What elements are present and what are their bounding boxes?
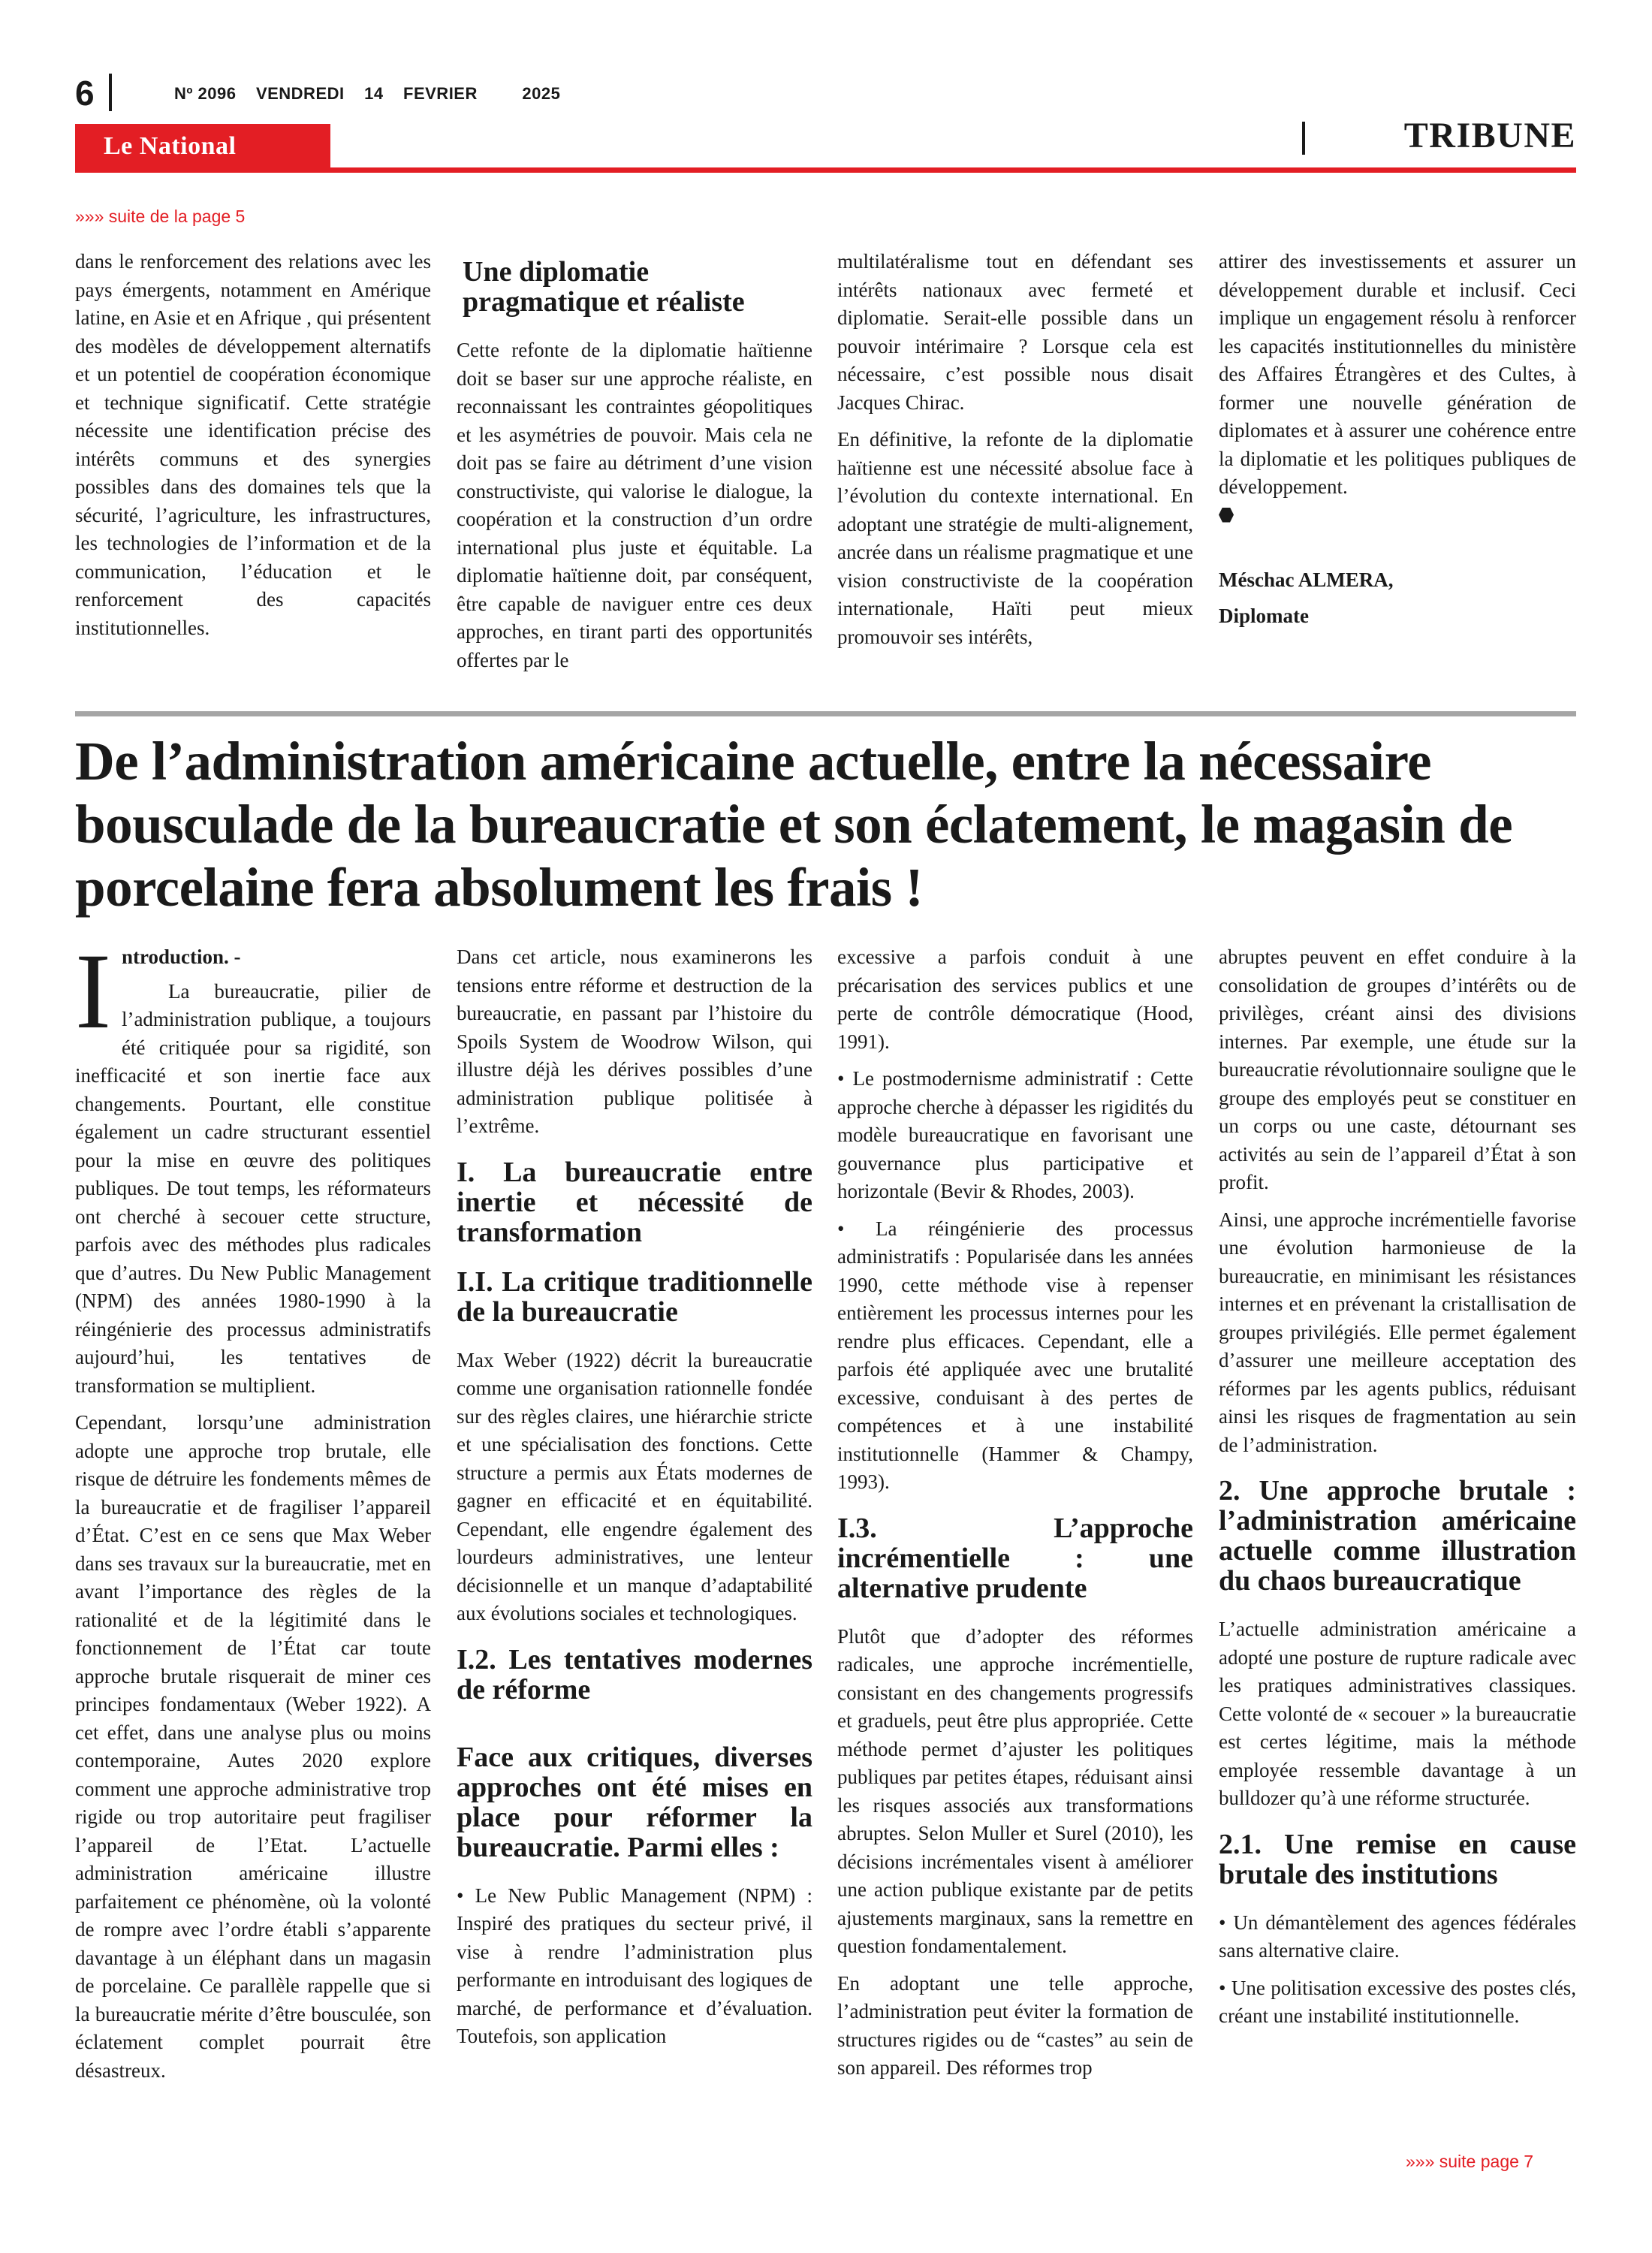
- top-article-column-2: [457, 248, 812, 683]
- article-paragraph: Dans cet article, nous examinerons les tensions entre réforme et destruction de la bureaucratie, en passant par l’histoire du Spoils System de Woodrow Wilson, qui illustre déjà les dérives possibles d’une administration publique politisée à l’extrême.: [457, 946, 812, 1137]
- section-heading-2: 2. Une approche brutale : l’administration américaine actuelle comme illustration du chaos bureaucratique: [1219, 1475, 1576, 1597]
- article-headline: De l’administration américaine actuelle, entre la nécessaire bousculade de la bureaucratie et son éclatement, le magasin de porcelaine fera absolument les frais !: [75, 731, 1513, 918]
- top-article-column-4: [1219, 248, 1576, 630]
- top-article-paragraph: Cette refonte de la diplomatie haïtienne doit se baser sur une approche réaliste, en reconnaissant les contraintes géopolitiques et les asymétries de pouvoir. Mais cela ne doit pas se faire au détriment d’une vision constructiviste, qui valorise le dialogue, la coopération et la construction d’un ordre international plus juste et équitable. La diplomatie haïtienne doit, par conséquent, être capable de naviguer entre ces deux approches, en tirant parti des opportunités offertes par le: [457, 339, 812, 671]
- section-heading-1-3: I.3. L’approche incrémentielle : une alternative prudente: [837, 1512, 1193, 1604]
- top-article-paragraph: En définitive, la refonte de la diplomatie haïtienne est une nécessité absolue face à l’évolution du contexte international. En adoptant une stratégie de multi-alignement, ancrée dans un réalisme pragmatique et une vision constructiviste de la coopération internationale, Haïti peut mieux promouvoir ses intérêts,: [837, 428, 1193, 648]
- section-name: TRIBUNE: [1403, 116, 1576, 155]
- month: FEVRIER: [403, 84, 478, 103]
- section-heading-1-1: I.I. La critique traditionnelle de la bureaucratie: [457, 1265, 812, 1328]
- issue-number: Nº 2096: [174, 84, 237, 103]
- top-article-subhead: Une diplomatie pragmatique et réaliste: [463, 256, 745, 318]
- header-rule: [75, 167, 1576, 173]
- author-title: Diplomate: [1219, 604, 1309, 627]
- article-paragraph: • Une politisation excessive des postes clés, créant une instabilité institutionnelle.: [1219, 1976, 1576, 2027]
- author-name: Méschac ALMERA,: [1219, 569, 1394, 591]
- article-paragraph: abruptes peuvent en effet conduire à la consolidation de groupes d’intérêts ou de privilèges, créant ainsi des divisions internes. Par exemple, une étude sur la bureaucratie révolutionnaire souligne que le groupe des employés peut se constituer en un corps ou une caste, détournant ses activités au sein de l’appareil d’État à son profit.: [1219, 946, 1576, 1193]
- article-paragraph: Plutôt que d’adopter des réformes radicales, une approche incrémentielle, consistant en des changements progressifs et graduels, peut être plus appropriée. Cette méthode permet d’ajuster les politiques publiques par petites étapes, réduisant ainsi les risques associés aux transformations abruptes. Selon Muller et Surel (2010), les décisions incrémentales visent à améliorer une action publique existante par de petits ajustements marginaux, sans la remettre en question fondamentalement.: [837, 1624, 1193, 1957]
- article-paragraph: La bureaucratie, pilier de l’administration publique, a toujours été critiquée pour sa rigidité, son inefficacité et son inertie face aux changements. Pourtant, elle constitue également un cadre structurant essentiel pour la mise en œuvre des politiques publiques. De tout temps, les réformateurs ont cherché à secouer cette structure, parfois avec des méthodes plus radicales que d’autres. Du New Public Management (NPM) des années 1980-1990 à la réingénierie des processus administratifs aujourd’hui, les tentatives de transformation se multiplient.: [75, 979, 431, 1397]
- weekday: VENDREDI: [255, 84, 345, 103]
- page-number-divider: [109, 74, 112, 111]
- article-paragraph: excessive a parfois conduit à une précarisation des services publics et une perte de contrôle démocratique (Hood, 1991).: [837, 946, 1193, 1053]
- year: 2025: [522, 84, 561, 103]
- article-column-3: [837, 943, 1193, 2092]
- article-paragraph: Cependant, lorsqu’une administration adopte une approche trop brutale, elle risque de détruire les fondements mêmes de la bureaucratie et de fragiliser l’appareil d’État. C’est en ce sens que Max Weber dans ses travaux sur la bureaucratie, met en avant l’importance des règles de la rationalité et de la légitimité dans le fonctionnement de l’État car toute approche brutale risquerait de miner ces principes fondamentaux (Weber 1922). A cet effet, dans une analyse plus ou moins contemporaine, Autes 2020 explore comment une approche administrative trop rigide ou trop autoritaire peut fragiliser l’appareil de l’Etat. L’actuelle administration américaine illustre parfaitement ce phénomène, où la volonté de rompre avec l’ordre établi s’apparente davantage à un éléphant dans un magasin de porcelaine. Ce parallèle rappelle que si la bureaucratie mérite d’être bousculée, son éclatement complet pourrait être désastreux.: [75, 1411, 431, 2082]
- section-heading-1-2-intro: Face aux critiques, diverses approches ont été mises en place pour réformer la bureaucratie. Parmi elles :: [457, 1741, 812, 1863]
- article-paragraph: L’actuelle administration américaine a adopté une posture de rupture radicale avec les pratiques administratives classiques. Cette volonté de « secouer » la bureaucratie est certes légitime, mais la méthode employée ressemble davantage à un bulldozer qu’à une réforme structurée.: [1219, 1618, 1576, 1809]
- top-article-column-3: [837, 248, 1193, 660]
- article-paragraph: Max Weber (1922) décrit la bureaucratie comme une organisation rationnelle fondée sur des règles claires, une hiérarchie stricte et une spécialisation des fonctions. Cette structure a permis aux États modernes de gagner en efficacité et en équitabilité. Cependant, elle engendre également des lourdeurs administratives, une lenteur décisionnelle et un manque d’adaptabilité aux évolutions sociales et technologiques.: [457, 1348, 812, 1624]
- article-separator: [75, 711, 1576, 716]
- top-article-paragraph: dans le renforcement des relations avec les pays émergents, notamment en Amérique latine, en Asie et en Afrique , qui présentent des modèles de développement alternatifs et un potentiel de coopération économique et technique significatif. Cette stratégie nécessite une identification précise des intérêts communs et des synergies possibles dans des domaines tels que la sécurité, l’agriculture, les infrastructures, les technologies de l’information et de la communication, l’éducation et le renforcement des capacités institutionnelles.: [75, 250, 431, 639]
- article-paragraph: • La réingénierie des processus administratifs : Popularisée dans les années 1990, cette méthode vise à repenser entièrement les processus internes pour les rendre plus efficaces. Cependant, elle a parfois été appliquée avec une brutalité excessive, conduisant à des pertes de compétences et à une instabilité institutionnelle (Hammer & Champy, 1993).: [837, 1217, 1193, 1493]
- day: 14: [364, 84, 384, 103]
- article-paragraph: • Un démantèlement des agences fédérales sans alternative claire.: [1219, 1911, 1576, 1962]
- section-heading-1: I. La bureaucratie entre inertie et nécessité de transformation: [457, 1156, 812, 1248]
- article-column-4: [1219, 943, 1576, 2040]
- section-heading-1-2: I.2. Les tentatives modernes de réforme: [457, 1643, 812, 1706]
- top-article-column-1: [75, 248, 431, 651]
- section-divider: [1302, 122, 1305, 155]
- top-article-paragraph: attirer des investissements et assurer un développement durable et inclusif. Ceci implique un engagement résolu à renforcer les capacités institutionnelles du ministère des Affaires Étrangères et des Cultes, à former une nouvelle génération de diplomates et à assurer une cohérence entre la diplomatie et les politiques publiques de développement.: [1219, 250, 1576, 498]
- continued-on-link[interactable]: »»» suite page 7: [1406, 2152, 1534, 2171]
- issue-dateline: [174, 84, 560, 104]
- article-paragraph: En adoptant une telle approche, l’administration peut éviter la formation de structures rigides ou de “castes” au sein de son appareil. Des réformes trop: [837, 1971, 1193, 2079]
- article-paragraph: • Le New Public Management (NPM) : Inspiré des pratiques du secteur privé, il vise à rendre l’administration plus performante en introduisant des logiques de marché, de performance et d’évaluation. Toutefois, son application: [457, 1884, 812, 2047]
- article-paragraph: Ainsi, une approche incrémentielle favorise une évolution harmonieuse de la bureaucratie, en minimisant les résistances internes et en prévenant la cristallisation de groupes privilégiés. Elle permet également d’assurer une meilleure acceptation des réformes par les agents publics, réduisant ainsi les risques de fragmentation au sein de l’administration.: [1219, 1208, 1576, 1456]
- end-of-article-mark: [1219, 508, 1234, 523]
- intro-label: ntroduction. -: [121, 946, 241, 968]
- article-column-2: [457, 943, 812, 2060]
- section-heading-2-1: 2.1. Une remise en cause brutale des institutions: [1219, 1828, 1576, 1890]
- brand-name: Le National: [104, 132, 237, 160]
- page-number: 6: [75, 74, 95, 113]
- top-article-paragraph: multilatéralisme tout en défendant ses intérêts nationaux avec fermeté et diplomatie. Serait-elle possible dans un pouvoir intérimaire ? Lorsque cela est nécessaire, c’est possible nous disait Jacques Chirac.: [837, 250, 1193, 414]
- article-paragraph: • Le postmodernisme administratif : Cette approche cherche à dépasser les rigidités du modèle bureaucratique en favorisant une gouvernance plus participative et horizontale (Bevir & Rhodes, 2003).: [837, 1067, 1193, 1202]
- drop-cap: I: [75, 932, 111, 1051]
- continued-from-link[interactable]: »»» suite de la page 5: [75, 207, 246, 226]
- article-column-1: [75, 932, 431, 2094]
